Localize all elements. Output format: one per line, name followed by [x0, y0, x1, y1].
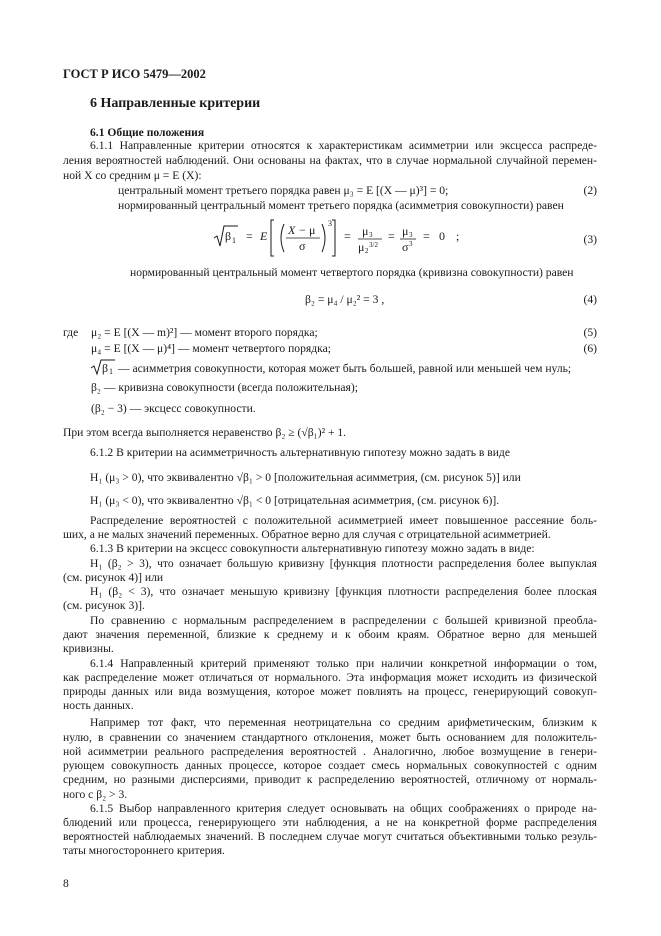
svg-text:μ: μ: [402, 224, 409, 238]
p-compare-line2: дают значения переменной, близкие к среднему и к обоим краям. Обратное верно для меньшей: [63, 628, 597, 641]
p614-line3: природы данных или вида возмущения, которое может повлиять на процесс, генерирующий совокуп-: [63, 685, 597, 698]
section-title: 6 Направленные критерии: [90, 96, 261, 111]
page-number: 8: [63, 877, 69, 890]
svg-text:β: β: [102, 361, 109, 375]
svg-text:X: X: [288, 223, 296, 237]
document-header: ГОСТ Р ИСО 5479—2002: [63, 67, 206, 81]
h1-negative: H₁ (μ₃ < 0), что эквивалентно √β₁ < 0 [отрицательная асимметрия, (см. рисунок 6)].: [90, 494, 500, 507]
eq2-text: центральный момент третьего порядка равен μ₃ = E [(X — μ)³] = 0;: [118, 184, 449, 197]
subsection-title: 6.1 Общие положения: [90, 126, 205, 139]
svg-text:=: =: [246, 229, 253, 243]
svg-text:μ: μ: [358, 240, 365, 254]
def-sqrt-beta1: — асимметрия совокупности, которая может быть большей, равной или меньшей чем нуль;: [118, 362, 572, 375]
p-compare-line1: По сравнению с нормальным распределением в распределении с большей кривизной преобла-: [90, 614, 597, 627]
p-example-line1: Например тот факт, что переменная неотрицательна со средним арифметическим, близким к: [90, 716, 597, 729]
p611-line1: 6.1.1 Направленные критерии относятся к характеристикам асимметрии или эксцесса распреде-: [90, 139, 597, 152]
svg-text:3: 3: [409, 231, 413, 239]
svg-text:3/2: 3/2: [369, 241, 378, 249]
eq6-number: (6): [583, 342, 597, 355]
svg-text:1: 1: [109, 367, 113, 376]
sqrt-beta1-symbol: [89, 358, 117, 376]
where-label: где: [63, 326, 79, 339]
svg-text:=: =: [344, 229, 351, 243]
eq3-number: (3): [583, 233, 597, 246]
svg-text:μ: μ: [362, 224, 369, 238]
p613-line1: 6.1.3 В критерии на эксцесс совокупности альтернативную гипотезу можно задать в виде:: [90, 542, 535, 555]
svg-text:β: β: [225, 229, 232, 243]
p-dist-line1: Распределение вероятностей с положительной асимметрией имеет повышенное рассеяние боль-: [90, 514, 597, 527]
p-example-line4: рующем совокупность данных процессе, которое создает смесь нормальных совокупностей с одним: [63, 759, 597, 772]
p613-line3: (см. рисунок 4)] или: [63, 571, 164, 584]
eq3-intro: нормированный центральный момент третьего порядка (асимметрия совокупности) равен: [118, 199, 564, 212]
svg-text:0: 0: [439, 229, 445, 243]
svg-text:3: 3: [369, 231, 373, 239]
p612-intro: 6.1.2 В критерии на асимметричность альтернативную гипотезу можно задать в виде: [90, 446, 510, 459]
p613-line4: H₁ (β₂ < 3), что означает меньшую кривизну [функция плотности распределения более плоская: [90, 585, 597, 598]
p614-line2: как распределение может отличаться от нормального. Эта информация может исходить из физической: [63, 671, 597, 684]
eq6-text: μ₄ = E [(X — μ)⁴] — момент четвертого порядка;: [91, 342, 331, 355]
svg-text:2: 2: [365, 247, 369, 255]
def-excess: (β₂ − 3) — эксцесс совокупности.: [91, 402, 256, 415]
def-beta2: β₂ — кривизна совокупности (всегда положительная);: [91, 381, 358, 394]
svg-text:=: =: [388, 229, 395, 243]
svg-text:E: E: [260, 229, 268, 243]
svg-text:3: 3: [328, 219, 332, 228]
p615-line4: таты многостороннего критерия.: [63, 844, 225, 857]
p-example-line5: средним, но разными дисперсиями, приводит к распределению вероятностей, отличному от нормаль-: [63, 773, 597, 786]
p613-line5: (см. рисунок 3)].: [63, 599, 145, 612]
eq2-number: (2): [583, 184, 597, 197]
p615-line2: блюдений или процесса, генерирующего эти наблюдения, а не на конкретной форме распределения: [63, 816, 597, 829]
p-example-line3: ной асимметрии реального распределения вероятностей . Аналогично, любое возмущение в генери-: [63, 745, 597, 758]
inequality: При этом всегда выполняется неравенство β₂ ≥ (√β₁)² + 1.: [63, 426, 347, 439]
eq3-formula: [210, 216, 470, 258]
svg-text:σ: σ: [299, 239, 306, 253]
p-example-line6: ного с β₂ > 3.: [63, 788, 128, 801]
p-compare-line3: кривизны.: [63, 642, 114, 655]
svg-text:3: 3: [409, 240, 413, 248]
p-example-line2: нулю, в сравнении со значением стандартного отклонения, может быть основанием для положитель-: [63, 731, 597, 744]
eq4-number: (4): [583, 293, 597, 306]
svg-text:σ: σ: [402, 240, 409, 254]
svg-text:μ: μ: [309, 223, 316, 237]
p615-line1: 6.1.5 Выбор направленного критерия следует основывать на общих соображениях о природе на-: [90, 802, 597, 815]
eq5-text: μ₂ = E [(X — m)²] — момент второго порядка;: [91, 326, 318, 339]
p614-line4: ность данных.: [63, 699, 134, 712]
eq5-number: (5): [583, 326, 597, 339]
eq4-text: β₂ = μ₄ / μ₂² = 3 ,: [305, 293, 385, 306]
eq4-intro: нормированный центральный момент четвертого порядка (кривизна совокупности) равен: [130, 266, 574, 279]
h1-positive: H₁ (μ₃ > 0), что эквивалентно √β₁ > 0 [положительная асимметрия, (см. рисунок 5)] или: [90, 471, 521, 484]
svg-text:=: =: [423, 229, 430, 243]
p611-line2: ления вероятностей наблюдений. Они основаны на фактах, что в случае нормальной случайной перемен-: [63, 154, 597, 167]
svg-text:1: 1: [232, 236, 236, 245]
p613-line2: H₁ (β₂ > 3), что означает большую кривизну [функция плотности распределения более выпуклая: [90, 557, 597, 570]
p614-line1: 6.1.4 Направленный критерий применяют только при наличии конкретной информации о том,: [90, 657, 597, 670]
p611-line3: ной X со средним μ = E (X):: [63, 169, 202, 182]
p-dist-line2: ших, а не малых значений переменных. Обратное верно для случая с отрицательной асимметрией.: [63, 528, 551, 541]
p615-line3: вероятностей наблюдаемых значений. В последнем случае могут считаться объективными только резуль-: [63, 830, 597, 843]
svg-text:−: −: [299, 223, 306, 237]
svg-text:;: ;: [456, 229, 460, 243]
